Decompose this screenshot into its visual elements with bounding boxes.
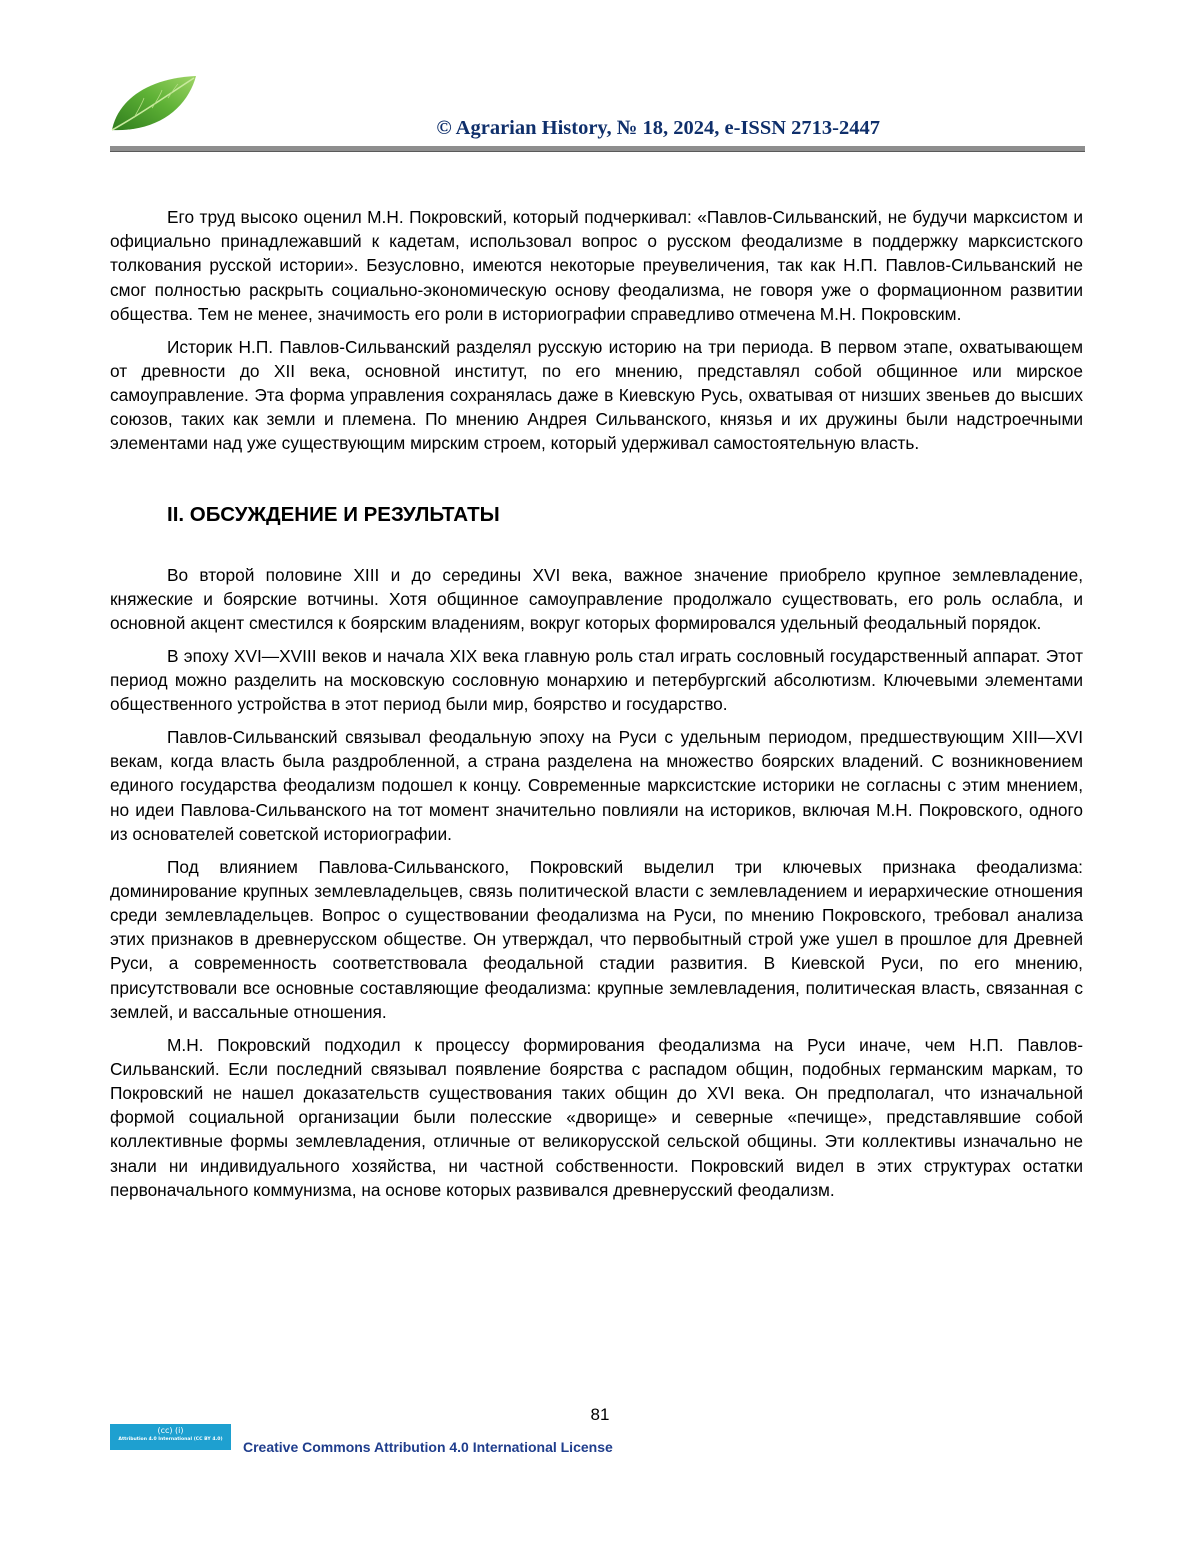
header-divider xyxy=(110,146,1085,152)
paragraph: М.Н. Покровский подходил к процессу формирования феодализма на Руси иначе, чем Н.П. Павлов-Сильванский. Если последний связывал появление боярства с распадом общин, подобных германским маркам, то Покровский не нашел доказательств существования таких общин до XVI века. Он предполагал, что изначальной формой социальной организации были полесские «дворище» и северные «печище», представлявшие собой коллективные формы землевладения, отличные от великорусской сельской общины. Эти коллективы изначально не знали ни индивидуального хозяйства, ни частной собственности. Покровский видел в этих структурах остатки первоначального коммунизма, на основе которых развивался древнерусский феодализм. xyxy=(110,1034,1083,1200)
paragraph: Павлов-Сильванский связывал феодальную эпоху на Руси с удельным периодом, предшествующим XIII—XVI векам, когда власть была раздробленной, а страна разделена на множество боярских владений. С возникновением единого государства феодализм подошел к концу. Современные марксистские историки не согласны с этим мнением, но идеи Павлова-Сильванского на тот момент значительно повлияли на историков, включая М.Н. Покровского, одного из основателей советской историографии. xyxy=(110,727,1083,844)
journal-header: © Agrarian History, № 18, 2024, e-ISSN 2713-2447 xyxy=(436,117,880,139)
paragraph: Историк Н.П. Павлов-Сильванский разделял русскую историю на три периода. В первом этапе, охватывающем от древности до XII века, основной институт, по его мнению, представлял собой общинное или мирское самоуправление. Эта форма управления сохранялась даже в Киевскую Русь, охватывая от низших звеньев до высших союзов, таких как земли и племена. По мнению Андрея Сильванского, князья и их дружины были надстроечными элементами над уже существующим мирским строем, который удерживал самостоятельную власть. xyxy=(110,336,1083,454)
paragraph: В эпоху XVI—XVIII веков и начала XIX века главную роль стал играть сословный государственный аппарат. Этот период можно разделить на московскую сословную монархию и петербургский абсолютизм. Ключевыми элементами общественного устройства в этот период были мир, боярство и государство. xyxy=(110,645,1083,715)
page-number: 81 xyxy=(590,1405,610,1424)
license-link[interactable]: Creative Commons Attribution 4.0 International License xyxy=(243,1439,613,1455)
cc-license-badge[interactable] xyxy=(110,1424,231,1450)
paragraph: Его труд высоко оценил М.Н. Покровский, который подчеркивал: «Павлов-Сильванский, не будучи марксистом и официально принадлежавший к кадетам, использовал вопрос о русском феодализме в поддержку марксистского толкования русской истории». Безусловно, имеются некоторые преувеличения, так как Н.П. Павлов-Сильванский не смог полностью раскрыть социально-экономическую основу феодализма, не говоря уже о формационном развитии общества. Тем не менее, значимость его роли в историографии справедливо отмечена М.Н. Покровским. xyxy=(110,207,1083,324)
paragraph: Во второй половине XIII и до середины XVI века, важное значение приобрело крупное землевладение, княжеские и боярские вотчины. Хотя общинное самоуправление продолжало существовать, его роль ослабла, и основной акцент сместился к боярским владениям, вокруг которых формировался удельный феодальный порядок. xyxy=(110,564,1083,634)
cc-badge-text: Attribution 4.0 International (CC BY 4.0) xyxy=(118,1437,223,1442)
section-heading: II. ОБСУЖДЕНИЕ И РЕЗУЛЬТАТЫ xyxy=(167,502,500,526)
article-body xyxy=(110,205,1083,1211)
paragraph: Под влиянием Павлова-Сильванского, Покровский выделил три ключевых признака феодализма: доминирование крупных землевладельцев, связь политической власти с землевладением и иерархические отношения среди землевладельцев. Вопрос о существовании феодализма на Руси, по мнению Покровского, требовал анализа этих признаков в древнерусском обществе. Он утверждал, что первобытный строй уже ушел в прошлое для Древней Руси, а современность соответствовала феодальной стадии развития. В Киевской Руси, по его мнению, присутствовали все основные составляющие феодализма: крупные землевладения, политическая власть, связанная с землей, и вассальные отношения. xyxy=(110,856,1083,1022)
cc-by-icon: (cc) (i) xyxy=(157,1426,184,1435)
